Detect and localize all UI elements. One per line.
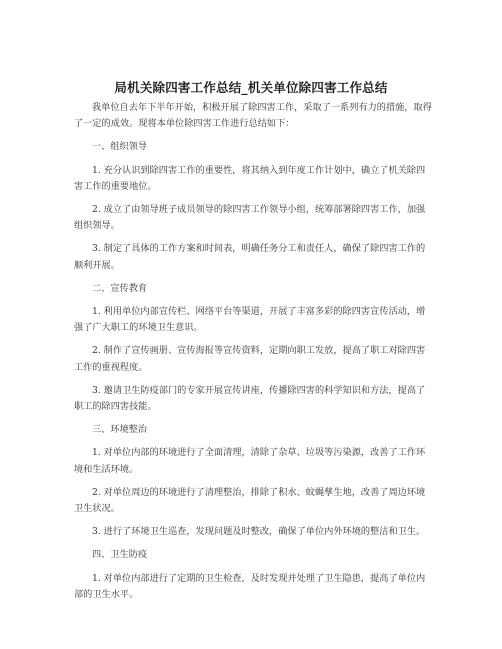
paragraph-item: 3. 制定了具体的工作方案和时间表，明确任务分工和责任人，确保了除四害工作的顺利开展。 — [74, 243, 426, 271]
paragraph-item: 1. 充分认识到除四害工作的重要性，将其纳入到年度工作计划中，确立了机关除四害工作的重要地位。 — [74, 164, 426, 192]
paragraph-item: 1. 对单位内部的环境进行了全面清理，清除了杂草、垃圾等污染源，改善了工作环境和生活环境。 — [74, 447, 426, 475]
section-heading-publicity: 二、宣传教育 — [92, 282, 148, 294]
section-heading-organization: 一、组织领导 — [92, 141, 148, 153]
paragraph-item: 1. 对单位内部进行了定期的卫生检查，及时发现并处理了卫生隐患，提高了单位内部的卫生水平。 — [74, 572, 426, 600]
section-heading-epidemic-prevention: 四、卫生防疫 — [92, 549, 148, 561]
paragraph-item: 2. 制作了宣传画册、宣传海报等宣传资料，定期向职工发放，提高了职工对除四害工作的重视程度。 — [74, 345, 426, 373]
paragraph-item: 3. 邀请卫生防疫部门的专家开展宣传讲座，传播除四害的科学知识和方法，提高了职工的除四害技能。 — [74, 384, 426, 413]
document-title: 局机关除四害工作总结_机关单位除四害工作总结 — [114, 80, 388, 95]
paragraph-item: 2. 成立了由领导班子成员领导的除四害工作领导小组，统筹部署除四害工作，加强组织领导。 — [74, 204, 426, 232]
section-heading-environment: 三、环境整治 — [92, 424, 148, 436]
document-body — [74, 100, 434, 610]
intro-paragraph: 我单位自去年下半年开始，积极开展了除四害工作，采取了一系列有力的措施，取得了一定的成效。现将本单位除四害工作进行总结如下： — [74, 102, 432, 130]
paragraph-item: 3. 进行了环境卫生巡查，发现问题及时整改，确保了单位内外环境的整洁和卫生。 — [92, 526, 426, 538]
paragraph-item: 2. 对单位周边的环境进行了清理整治，排除了积水、蚊蝇孳生地，改善了周边环境卫生状况。 — [74, 486, 426, 515]
paragraph-item: 1. 利用单位内部宣传栏、网络平台等渠道，开展了丰富多彩的除四害宣传活动，增强了广大职工的环境卫生意识。 — [74, 306, 426, 334]
